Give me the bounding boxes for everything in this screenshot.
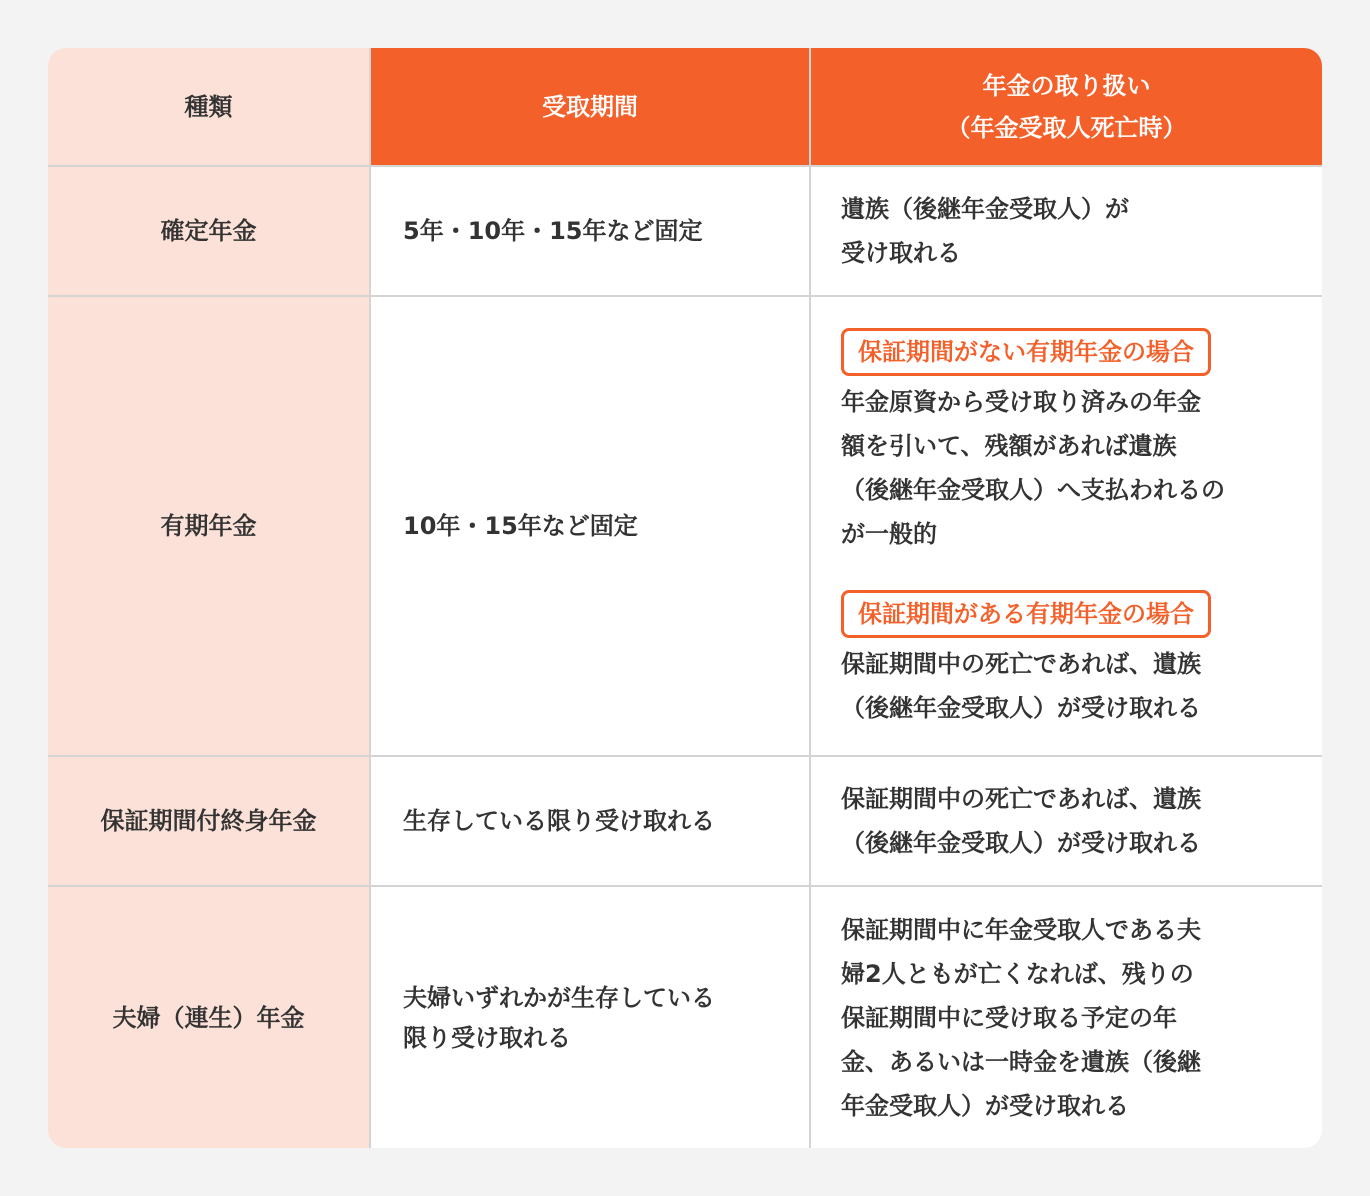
handling-line: 金、あるいは一時金を遺族（後継 bbox=[841, 1047, 1201, 1076]
row-type bbox=[48, 887, 371, 1148]
handling-line: （後継年金受取人）が受け取れる bbox=[841, 694, 1201, 722]
handling-line: 額を引いて、残額があれば遺族 bbox=[841, 432, 1177, 460]
period-line: 限り受け取れる bbox=[403, 1023, 571, 1052]
header-handling-line: （年金受取人死亡時） bbox=[946, 113, 1187, 142]
row-handling bbox=[811, 167, 1322, 297]
handling-line: 受け取れる bbox=[841, 239, 961, 267]
period-line: 10年・15年など固定 bbox=[403, 512, 638, 540]
header-handling bbox=[811, 48, 1322, 167]
handling-line: 年金受取人）が受け取れる bbox=[841, 1091, 1129, 1120]
handling-line: 遺族（後継年金受取人）が bbox=[841, 195, 1129, 223]
period-line: 夫婦いずれかが生存している bbox=[403, 983, 715, 1012]
handling-line: が一般的 bbox=[841, 520, 937, 548]
spacer bbox=[841, 556, 1302, 584]
header-type bbox=[48, 48, 371, 167]
handling-line: 保証期間中の死亡であれば、遺族 bbox=[841, 785, 1201, 813]
type-label: 夫婦（連生）年金 bbox=[112, 1003, 305, 1032]
handling-line: 保証期間中に受け取る予定の年 bbox=[841, 1003, 1177, 1032]
row-period bbox=[371, 757, 811, 887]
header-period bbox=[371, 48, 811, 167]
row-handling bbox=[811, 887, 1322, 1148]
row-type bbox=[48, 297, 371, 757]
handling-line: 保証期間中の死亡であれば、遺族 bbox=[841, 650, 1201, 678]
handling-line: 年金原資から受け取り済みの年金 bbox=[841, 388, 1201, 416]
handling-line: （後継年金受取人）が受け取れる bbox=[841, 829, 1201, 857]
handling-line: （後継年金受取人）へ支払われるの bbox=[841, 476, 1225, 504]
pension-comparison-table bbox=[48, 48, 1322, 1148]
row-handling bbox=[811, 297, 1322, 757]
row-period bbox=[371, 167, 811, 297]
handling-line: 婦2人ともが亡くなれば、残りの bbox=[841, 959, 1194, 988]
type-label: 有期年金 bbox=[160, 512, 257, 540]
case-badge: 保証期間がある有期年金の場合 bbox=[841, 590, 1211, 638]
header-type-label: 種類 bbox=[184, 92, 233, 121]
header-period-label: 受取期間 bbox=[542, 92, 638, 121]
header-handling-line: 年金の取り扱い bbox=[982, 71, 1151, 100]
row-period bbox=[371, 887, 811, 1148]
type-label: 保証期間付終身年金 bbox=[100, 807, 317, 835]
period-line: 生存している限り受け取れる bbox=[403, 807, 715, 835]
row-handling bbox=[811, 757, 1322, 887]
row-period bbox=[371, 297, 811, 757]
row-type bbox=[48, 757, 371, 887]
type-label: 確定年金 bbox=[160, 217, 257, 245]
period-line: 5年・10年・15年など固定 bbox=[403, 217, 703, 245]
row-type bbox=[48, 167, 371, 297]
case-badge: 保証期間がない有期年金の場合 bbox=[841, 328, 1211, 376]
handling-line: 保証期間中に年金受取人である夫 bbox=[841, 915, 1201, 944]
